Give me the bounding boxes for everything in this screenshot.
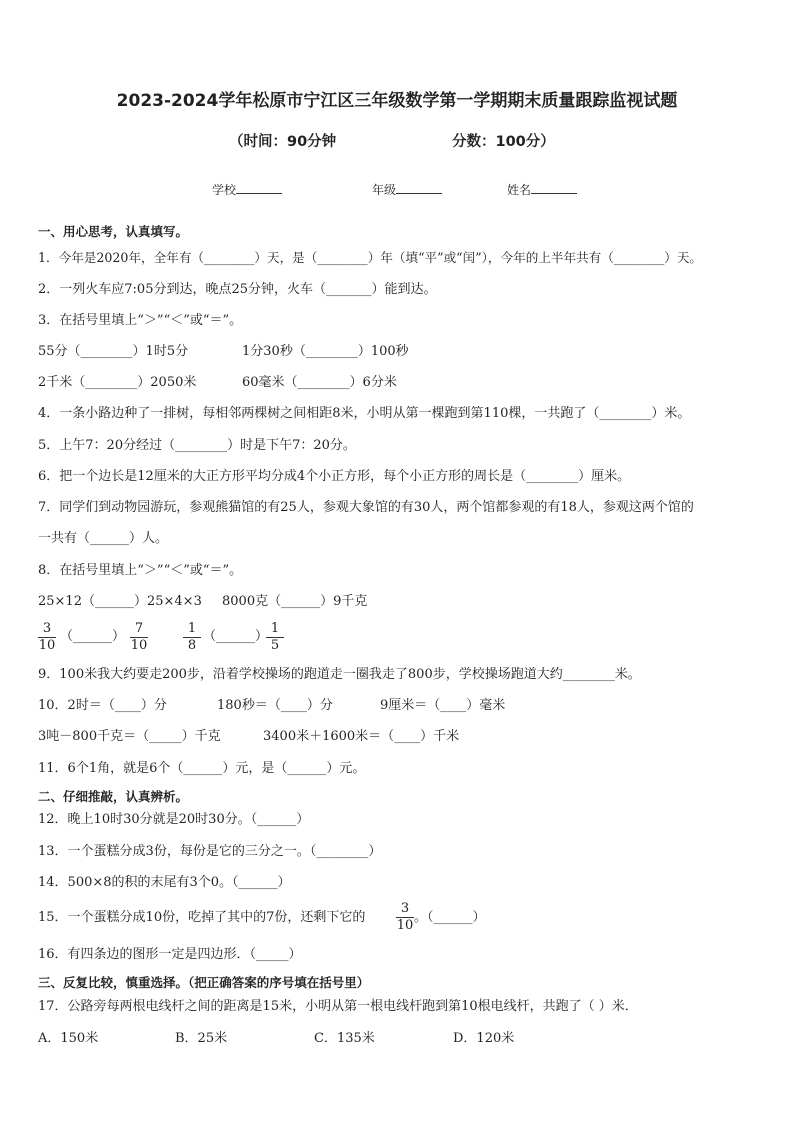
question-5: 5．上午7：20分经过（________）时是下午7：20分。 [38, 438, 356, 453]
section2-heading: 二、仔细推敲，认真辨析。 [38, 789, 189, 804]
fraction-denominator: 8 [187, 638, 197, 653]
section1-heading: 一、用心思考，认真填写。 [38, 224, 189, 239]
fraction-denominator: 10 [396, 918, 414, 933]
grade-field [372, 181, 442, 198]
name-blank [531, 181, 577, 194]
fraction-numerator: 3 [396, 901, 414, 918]
question-4: 4．一条小路边种了一排树，每相邻两棵树之间相距8米，小明从第一棵跑到第110棵，一共跑了（________）米。 [38, 406, 691, 421]
question-10-c: 9厘米＝（____）毫米 [380, 698, 506, 713]
exam-title: 2023-2024学年松原市宁江区三年级数学第一学期期末质量跟踪监视试题 [116, 91, 678, 111]
name-label: 姓名 [507, 183, 532, 197]
question-14: 14．500×8的积的末尾有3个0。（______） [38, 875, 291, 890]
question-17: 17．公路旁每两根电线杆之间的距离是15米，小明从第一根电线杆跑到第10根电线杆，共跑了（ ）米． [38, 999, 638, 1014]
fraction-denominator: 5 [270, 638, 280, 653]
question-15-blank: 。（______） [414, 910, 486, 925]
question-15-text: 15．一个蛋糕分成10份，吃掉了其中的7份，还剩下它的 [38, 910, 366, 925]
fraction-3-10 [38, 621, 56, 654]
fraction-denominator: 10 [38, 638, 56, 653]
question-8-c-blank: （______） [60, 629, 126, 644]
fraction-numerator: 1 [183, 621, 201, 638]
option-d: D．120米 [453, 1031, 515, 1046]
question-12: 12．晚上10时30分就是20时30分。（______） [38, 812, 310, 827]
fraction-1-8 [183, 621, 201, 654]
school-label: 学校 [212, 183, 237, 197]
question-2: 2．一列火车应7:05分到达，晚点25分钟，火车（_______）能到达。 [38, 282, 437, 297]
question-8-d-blank: （______） [203, 629, 269, 644]
question-6: 6．把一个边长是12厘米的大正方形平均分成4个小正方形，每个小正方形的周长是（________）厘米。 [38, 469, 631, 484]
grade-label: 年级 [372, 183, 397, 197]
question-10-a: 10．2时＝（____）分 [38, 698, 167, 713]
option-b: B．25米 [175, 1031, 228, 1046]
question-16: 16．有四条边的图形一定是四边形．（_____） [38, 947, 302, 962]
fraction-1-5 [266, 621, 284, 654]
question-3-d: 60毫米（________）6分米 [242, 375, 397, 390]
question-13: 13．一个蛋糕分成3份，每份是它的三分之一。（________） [38, 844, 382, 859]
question-1: 1．今年是2020年，全年有（________）天，是（________）年（填“平”或“闰”），今年的上半年共有（________）天。 [38, 250, 703, 265]
question-10-e: 3400米＋1600米＝（____）千米 [263, 729, 460, 744]
question-7-line1: 7．同学们到动物园游玩，参观熊猫馆的有25人，参观大象馆的有30人，两个馆都参观的有18人，参观这两个馆的 [38, 500, 694, 515]
question-8-a: 25×12（______）25×4×3 [38, 594, 202, 609]
name-field [507, 181, 577, 198]
school-blank [236, 181, 282, 194]
school-field [212, 181, 282, 198]
question-9: 9．100米我大约要走200步，沿着学校操场的跑道走一圈我走了800步，学校操场跑道大约________米。 [38, 667, 641, 682]
question-8: 8．在括号里填上“＞”“＜”或“＝”。 [38, 563, 243, 578]
fraction-numerator: 1 [266, 621, 284, 638]
fraction-numerator: 3 [38, 621, 56, 638]
option-c: C．135米 [314, 1031, 375, 1046]
fraction-7-10 [130, 621, 148, 654]
question-3-c: 2千米（________）2050米 [38, 375, 197, 390]
option-a: A．150米 [38, 1031, 99, 1046]
question-3-a: 55分（________）1时5分 [38, 344, 189, 359]
grade-blank [396, 181, 442, 194]
time-label: （时间：90分钟 [229, 134, 337, 150]
question-3: 3．在括号里填上“＞”“＜”或“＝”。 [38, 313, 243, 328]
question-10-d: 3吨－800千克＝（_____）千克 [38, 729, 221, 744]
question-7-line2: 一共有（______）人。 [38, 531, 169, 546]
fraction-3-10-q15 [396, 901, 414, 934]
question-3-b: 1分30秒（________）100秒 [242, 344, 409, 359]
section3-heading: 三、反复比较，慎重选择。（把正确答案的序号填在括号里） [38, 975, 370, 990]
fraction-numerator: 7 [130, 621, 148, 638]
question-11: 11．6个1角，就是6个（______）元，是（______）元。 [38, 761, 366, 776]
score-label: 分数：100分） [452, 134, 555, 150]
question-8-b: 8000克（______）9千克 [222, 594, 368, 609]
fraction-denominator: 10 [130, 638, 148, 653]
question-10-b: 180秒＝（____）分 [217, 698, 333, 713]
